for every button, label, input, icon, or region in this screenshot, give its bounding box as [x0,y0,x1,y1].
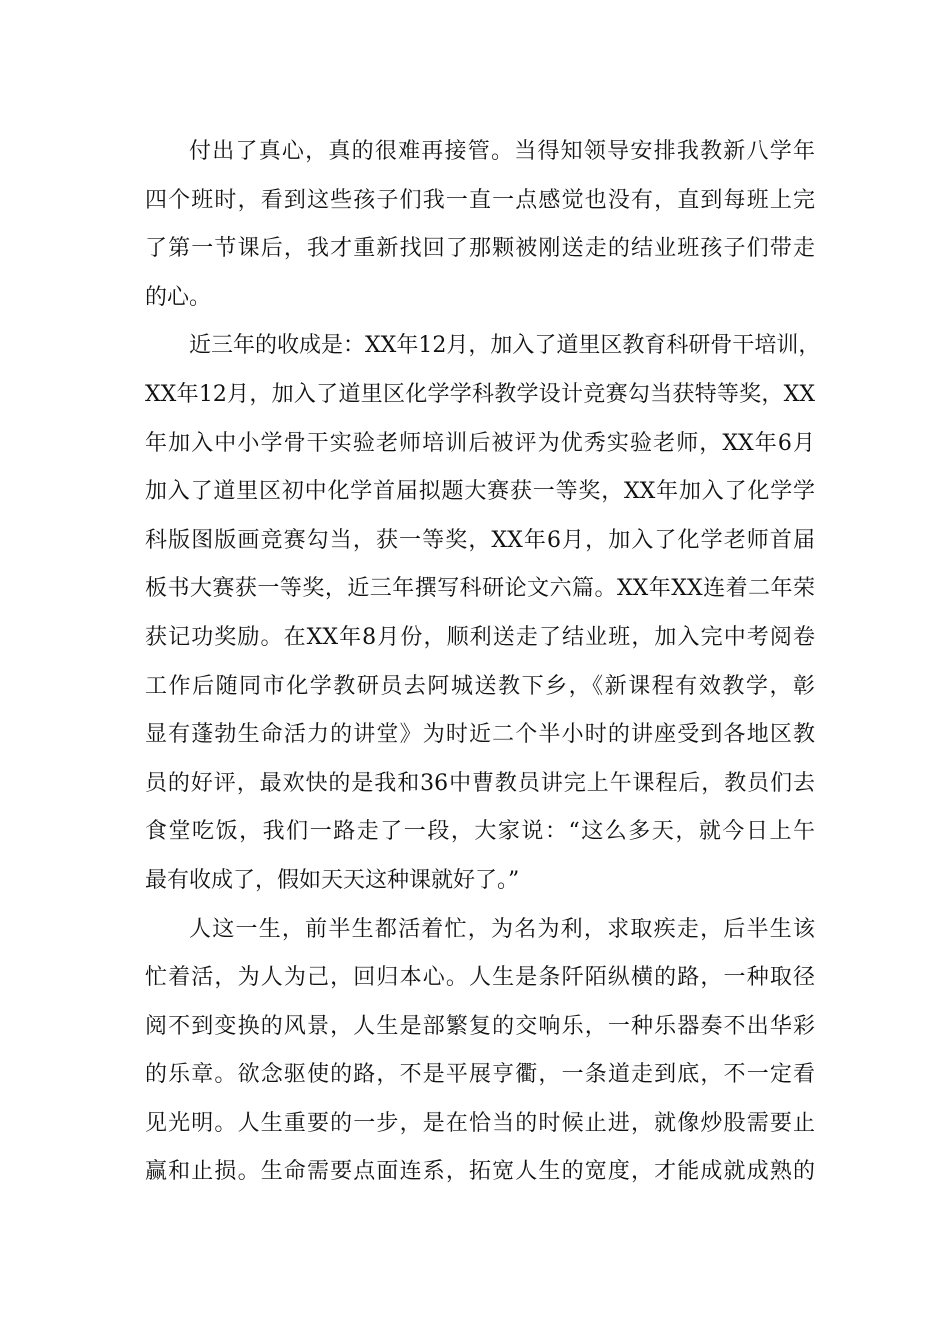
paragraph-3-line-1: 人这一生，前半生都活着忙，为名为利，求取疾走，后半生该 [189,916,815,942]
paragraph-2-line-9: 显有蓬勃生命活力的讲堂》为时近二个半小时的讲座受到各地区教 [145,722,815,748]
paragraph-3-line-2: 忙着活，为人为己，回归本心。人生是条阡陌纵横的路，一种取径 [145,965,815,991]
paragraph-1-line-4: 的心。 [145,284,212,310]
paragraph-2-line-11: 食堂吃饭，我们一路走了一段，大家说：“这么多天，就今日上午 [145,819,815,845]
paragraph-1-line-1: 付出了真心，真的很难再接管。当得知领导安排我教新八学年 [189,139,815,164]
paragraph-1-line-2: 四个班时，看到这些孩子们我一直一点感觉也没有，直到每班上完 [145,187,815,213]
paragraph-2-line-1: 近三年的收成是：XX年12月，加入了道里区教育科研骨干培训， [189,333,821,359]
paragraph-2-line-7: 获记功奖励。在XX年8月份，顺利送走了结业班，加入完中考阅卷 [145,624,815,650]
paragraph-2-line-5: 科版图版画竞赛勾当，获一等奖，XX年6月，加入了化学老师首届 [145,527,815,553]
paragraph-3-line-4: 的乐章。欲念驱使的路，不是平展亨衢，一条道走到底，不一定看 [145,1062,815,1088]
paragraph-2-line-8: 工作后随同市化学教研员去阿城送教下乡，《新课程有效教学，彰 [145,673,815,699]
paragraph-3-line-3: 阅不到变换的风景，人生是部繁复的交响乐，一种乐器奏不出华彩 [145,1013,815,1039]
paragraph-2-line-12: 最有收成了，假如天天这种课就好了。” [145,867,520,893]
paragraph-3-line-5: 见光明。人生重要的一步，是在恰当的时候止进，就像炒股需要止 [145,1110,815,1136]
paragraph-2-line-2: XX年12月，加入了道里区化学学科教学设计竞赛勾当获特等奖，XX [145,381,815,407]
paragraph-1-line-3: 了第一节课后，我才重新找回了那颗被刚送走的结业班孩子们带走 [145,236,815,262]
body-text [145,128,821,1197]
paragraph-2-line-4: 加入了道里区初中化学首届拟题大赛获一等奖，XX年加入了化学学 [145,479,815,505]
paragraph-3-line-6: 赢和止损。生命需要点面连系，拓宽人生的宽度，才能成就成熟的 [145,1159,815,1185]
paragraph-2-line-3: 年加入中小学骨干实验老师培训后被评为优秀实验老师，XX年6月 [145,430,815,456]
paragraph-2-line-10: 员的好评，最欢快的是我和36中曹教员讲完上午课程后，教员们去 [145,770,815,796]
paragraph-2-line-6: 板书大赛获一等奖，近三年撰写科研论文六篇。XX年XX连着二年荣 [145,576,815,602]
